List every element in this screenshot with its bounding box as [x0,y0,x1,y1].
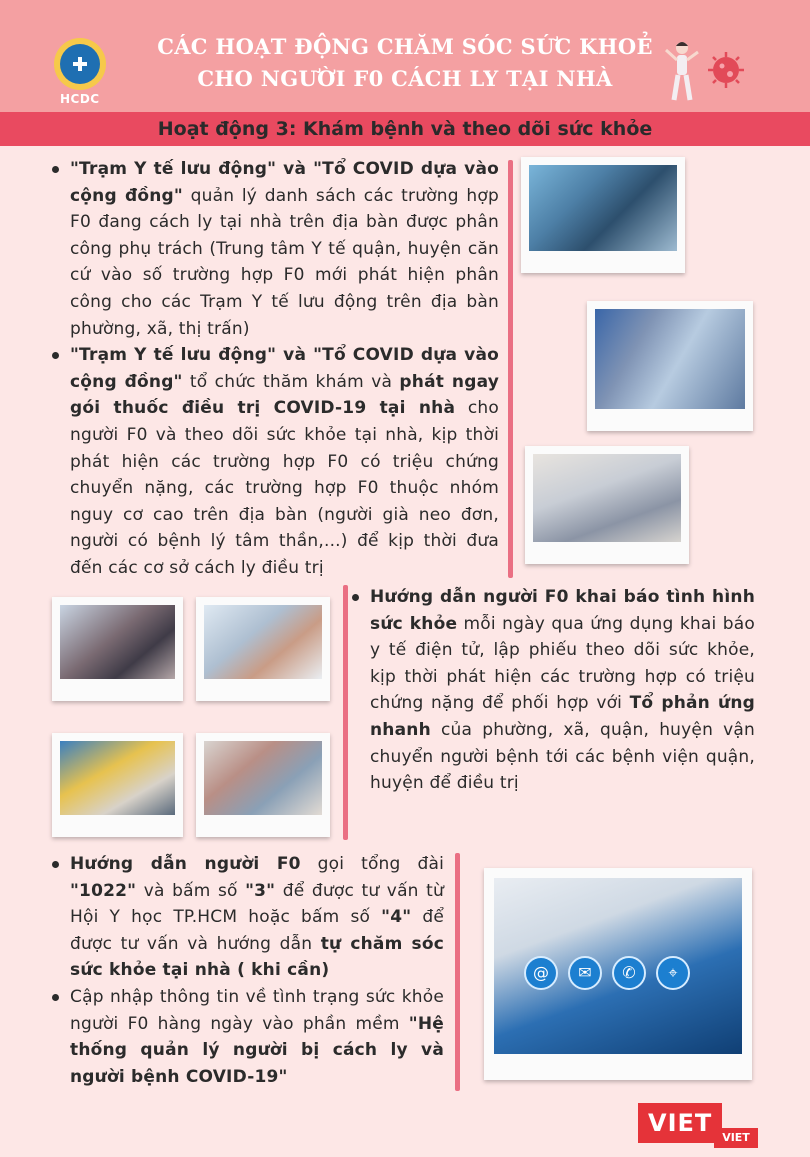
section2-text [350,584,755,797]
viettimes-logo-small: VIET [714,1128,758,1148]
list-item: Cập nhập thông tin về tình trạng sức khỏe người F0 hàng ngày vào phần mềm "Hệ thống quản lý người bị cách ly và người bệnh COVID-19" [50,984,444,1090]
photo-health-check [587,301,753,431]
phone-icon: ✆ [612,956,646,990]
divider [508,160,513,578]
mail-icon: ✉ [568,956,602,990]
section3-text [50,851,444,1090]
photo-medical-staff-visit [521,157,685,273]
at-icon: @ [524,956,558,990]
list-item: "Trạm Y tế lưu động" và "Tổ COVID dựa vào cộng đồng" quản lý danh sách các trường hợp F0 đang cách ly tại nhà trên địa bàn được phân công phụ trách (Trung tâm Y tế quận, huyện căn cứ vào số trường hợp F0 mới phát hiện phân công cho các Trạm Y tế lưu động trên địa bàn phường, xã, thị trấn) [50,156,499,342]
photo-blood-pressure-check [52,733,183,837]
photo-doctor-telehealth [484,868,752,1080]
page-title-line1: CÁC HOẠT ĐỘNG CHĂM SÓC SỨC KHOẺ [157,34,653,59]
location-pin-icon: ⌖ [656,956,690,990]
virus-illustration-icon [664,38,754,108]
logo-label: HCDC [60,92,100,106]
section-heading: Hoạt động 3: Khám bệnh và theo dõi sức khỏe [0,112,810,146]
list-item: Hướng dẫn người F0 gọi tổng đài "1022" và bấm số "3" để được tư vấn từ Hội Y học TP.HCM hoặc bấm số "4" để được tư vấn và hướng dẫn tự chăm sóc sức khỏe tại nhà ( khi cần) [50,851,444,984]
divider [455,853,460,1091]
viettimes-logo: VIET [638,1103,722,1143]
photo-medicine-pills [196,597,330,701]
page-header [0,0,810,112]
section1-text [50,156,499,582]
page-title-line2: CHO NGƯỜI F0 CÁCH LY TẠI NHÀ [197,66,613,91]
photo-patient-care [525,446,689,564]
divider [343,585,348,840]
list-item: Hướng dẫn người F0 khai báo tình hình sức khỏe mỗi ngày qua ứng dụng khai báo y tế điện tử, lập phiếu theo dõi sức khỏe, kịp thời phát hiện các trường hợp có triệu chứng nặng để phối hợp với Tổ phản ứng nhanh của phường, xã, quận, huyện vận chuyển người bệnh tới các bệnh viện quận, huyện để điều trị [350,584,755,797]
list-item: "Trạm Y tế lưu động" và "Tổ COVID dựa vào cộng đồng" tổ chức thăm khám và phát ngay gói thuốc điều trị COVID-19 tại nhà cho người F0 và theo dõi sức khỏe tại nhà, kịp thời phát hiện các trường hợp F0 có triệu chứng chuyển nặng, các trường hợp F0 thuộc nhóm nguy cơ cao trên địa bàn (người già neo đơn, người có bệnh lý tâm thần,...) để kịp thời đưa đến các cơ sở cách ly điều trị [50,342,499,581]
photo-home-visit [52,597,183,701]
photo-ward-patients [196,733,330,837]
